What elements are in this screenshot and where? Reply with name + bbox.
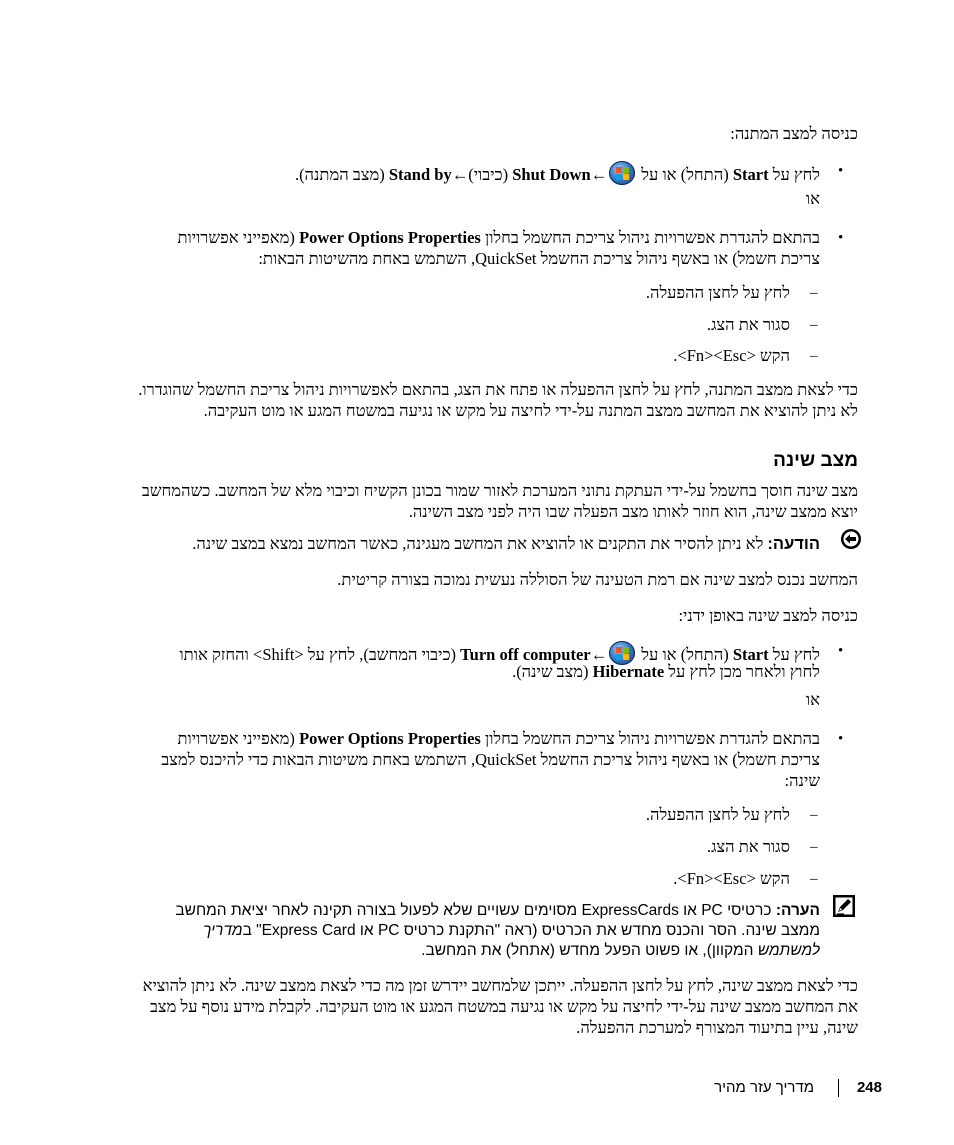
dash: – — [810, 871, 818, 887]
hibernate-bullet-2-line3: שינה: — [784, 771, 820, 790]
standby-option-keys: הקש <Fn><Esc>. — [673, 346, 790, 365]
standby-intro: כניסה למצב המתנה: — [730, 124, 858, 143]
hibernate-heading: מצב שינה — [773, 450, 858, 471]
note-line1: הערה: כרטיסי PC או ExpressCards מסוימים עשויים שלא לפעול בצורה תקינה לאחר יציאת המחשב — [175, 902, 820, 919]
hibernate-para1-line1: מצב שינה חוסך בחשמל על-ידי העתקת נתוני המערכת לאזור שמור בכונן הקשיח וכיבוי מלא של המחשב. כשהמחשב — [141, 481, 858, 500]
hibernate-bullet-2-line2: צריכת חשמל) או באשף ניהול צריכת החשמל QuickSet, השתמש באחת משיטות הבאות כדי להיכנס למצב — [161, 750, 820, 769]
standby-bullet-2-line2: צריכת חשמל) או באשף ניהול צריכת החשמל QuickSet, השתמש באחת מהשיטות הבאות: — [258, 249, 820, 268]
standby-bullet-1: לחץ על Start (התחל) או על ←Shut Down (כיבוי)←Stand by (מצב המתנה). — [295, 161, 820, 185]
windows-start-icon — [609, 161, 635, 185]
note-line2: ממצב שינה. הסר והכנס מחדש את הכרטיס (ראה "התקנת כרטיס PC או Express Card" במדריך — [203, 922, 820, 939]
exit-standby-line2: לא ניתן להוציא את המחשב ממצב המתנה על-ידי לחיצה על מקש או נגיעה במשטח המגע או מוט העקיבה. — [203, 401, 858, 420]
bullet: • — [838, 731, 844, 747]
bullet: • — [838, 230, 844, 246]
footer-title: מדריך עזר מהיר — [714, 1079, 814, 1096]
standby-option-close: סגור את הצג. — [706, 315, 790, 334]
dash: – — [810, 839, 818, 855]
page-number: 248 — [856, 1079, 882, 1096]
hibernate-para1-line2: יוצא ממצב שינה, הוא חוזר לאותו מצב הפעלה שבו היה לפני מצב השינה. — [408, 502, 858, 521]
or-separator: או — [805, 690, 820, 709]
dash: – — [810, 285, 818, 301]
dash: – — [810, 348, 818, 364]
arrow-icon: ← — [590, 165, 608, 184]
or-separator: או — [805, 189, 820, 208]
hibernate-bullet-2-line1: בהתאם להגדרת אפשרויות ניהול צריכת החשמל בחלון Power Options Properties (מאפייני אפשרויות — [177, 729, 820, 748]
hibernate-option-close: סגור את הצג. — [706, 837, 790, 856]
hibernate-bullet-1-line1: לחץ על Start (התחל) או על ←Turn off computer (כיבוי המחשב), לחץ על <Shift> והחזק אותו — [179, 641, 820, 665]
notice-icon — [840, 528, 862, 550]
exit-standby-line1: כדי לצאת ממצב המתנה, לחץ על לחצן ההפעלה או פתח את הצג, בהתאם לאפשרויות ניהול צריכת החשמל שהוגדרו. — [138, 380, 858, 399]
arrow-icon: ← — [451, 165, 469, 184]
bullet: • — [838, 163, 844, 179]
hibernate-bullet-1-line2: לחוץ ולאחר מכן לחץ על Hibernate (מצב שינה). — [512, 662, 820, 681]
footer-divider — [838, 1079, 839, 1097]
note-label: הערה: — [775, 902, 820, 919]
note-pencil-icon — [832, 894, 856, 918]
note-line3: למשתמש המקוון), או פשוט הפעל מחדש (אתחל) את המחשב. — [421, 942, 820, 959]
notice-label: הודעה: — [767, 535, 820, 553]
dash: – — [810, 807, 818, 823]
notice: הודעה: לא ניתן להסיר את התקנים או להוציא את המחשב מעגינה, כאשר המחשב נמצא במצב שינה. — [192, 534, 820, 553]
bullet: • — [838, 643, 844, 659]
standby-option-power: לחץ על לחצן ההפעלה. — [645, 283, 790, 302]
dash: – — [810, 317, 818, 333]
exit-hibernate-line2: את המחשב ממצב שינה על-ידי לחיצה על מקש או נגיעה במשטח המגע או מוט העקיבה. לקבלת מידע נוסף על מצב — [149, 997, 858, 1016]
exit-hibernate-line1: כדי לצאת ממצב שינה, לחץ על לחצן ההפעלה. ייתכן שלמחשב יידרש זמן מה כדי לצאת ממצב שינה. לא ניתן להוציא — [142, 976, 858, 995]
hibernate-intro: כניסה למצב שינה באופן ידני: — [678, 606, 858, 625]
arrow-icon: ← — [590, 645, 608, 664]
hibernate-option-keys: הקש <Fn><Esc>. — [673, 869, 790, 888]
standby-bullet-2-line1: בהתאם להגדרת אפשרויות ניהול צריכת החשמל בחלון Power Options Properties (מאפייני אפשרויות — [177, 228, 820, 247]
hibernate-option-power: לחץ על לחצן ההפעלה. — [645, 805, 790, 824]
exit-hibernate-line3: שינה, עיין בתיעוד המצורף למערכת ההפעלה. — [576, 1018, 858, 1037]
hibernate-para2: המחשב נכנס למצב שינה אם רמת הטעינה של הסוללה נעשית נמוכה בצורה קריטית. — [337, 570, 858, 589]
